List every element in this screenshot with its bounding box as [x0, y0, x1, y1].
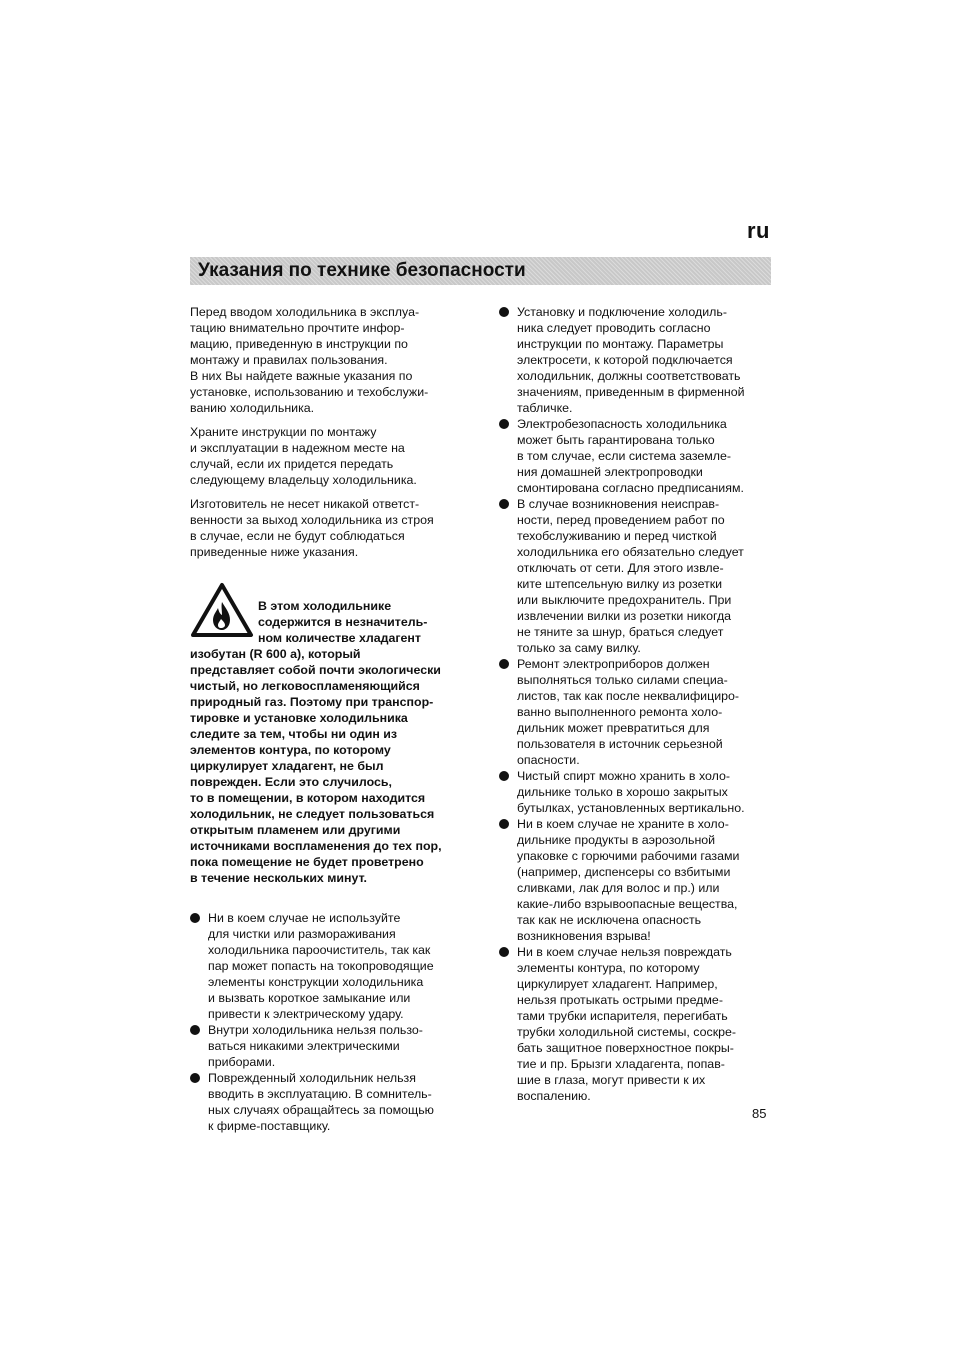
list-item: Поврежденный холодильник нельзя вводить в эксплуатацию. В сомнитель- ных случаях обращайтесь за помощью к фирме-поставщику.	[190, 1070, 465, 1134]
list-item: В случае возникновения неисправ- ности, перед проведением работ по техобслуживанию и перед чисткой холодильника его обязательно следует отключать от сети. Для этого извле- ките штепсельную вилку из розетки или выключите предохранитель. При извлечении вилки из розетки никогда не тяните за шнур, браться следует только за саму вилку.	[499, 496, 774, 656]
right-column	[499, 304, 774, 1104]
page-number: 85	[752, 1106, 767, 1121]
list-item: Электробезопасность холодильника может быть гарантирована только в том случае, если система заземле- ния домашней электропроводки смонтирована согласно предписаниям.	[499, 416, 774, 496]
page-title: Указания по технике безопасности	[198, 260, 526, 281]
intro-paragraph: Перед вводом холодильника в эксплуа- тацию внимательно прочтите инфор- мацию, приведенную в инструкции по монтажу и правилах пользования.	[190, 305, 420, 367]
list-item: Внутри холодильника нельзя пользо- ваться никакими электрическими приборами.	[190, 1022, 465, 1070]
list-item: Чистый спирт можно хранить в холо- дильнике только в хорошо закрытых бутылках, установленных вертикально.	[499, 768, 774, 816]
bullet-dot-icon	[499, 419, 509, 429]
bullet-dot-icon	[499, 947, 509, 957]
right-bullet-list	[499, 304, 774, 1104]
list-item: Ни в коем случае не используйте для чистки или размораживания холодильника пароочиститель, так как пар может попасть на токопроводящие элементы конструкции холодильника и вызвать короткое замыкание или привести к электрическому удару.	[190, 910, 465, 1022]
left-bullet-list	[190, 910, 465, 1134]
bullet-dot-icon	[499, 499, 509, 509]
language-code: ru	[747, 218, 770, 243]
list-item: Ремонт электроприборов должен выполняться только силами специа- листов, так как после неквалифициро- ванно выполненного ремонта холо- дильник может превратиться для пользователя в источник серьезной опасности.	[499, 656, 774, 768]
liability-paragraph: Изготовитель не несет никакой ответст- венности за выход холодильника из строя в случае, если не будут соблюдаться приведенные ниже указания.	[190, 497, 434, 559]
list-item: Ни в коем случае не храните в холо- дильнике продукты в аэрозольной упаковке с горючими рабочими газами (например, диспенсеры со взбитыми сливками, лак для волос и пр.) или какие-либо взрывоопасные вещества, так как не исключена опасность возникновения взрыва!	[499, 816, 774, 944]
flammable-warning-icon	[190, 582, 254, 638]
bullet-dot-icon	[499, 771, 509, 781]
storage-paragraph: Храните инструкции по монтажу и эксплуатации в надежном месте на случай, если их придется передать следующему владельцу холодильника.	[190, 425, 417, 487]
section-title-bar	[190, 257, 771, 285]
list-item: Установку и подключение холодиль- ника следует проводить согласно инструкции по монтажу. Параметры электросети, к которой подключается холодильник, должны соответствовать значениям, приведенным в фирменной табличке.	[499, 304, 774, 416]
left-column	[190, 304, 465, 1134]
bullet-dot-icon	[190, 913, 200, 923]
flammable-warning	[190, 566, 465, 886]
bullet-dot-icon	[499, 307, 509, 317]
bullet-dot-icon	[190, 1073, 200, 1083]
warning-text: В этом холодильнике содержится в незначитель- ном количестве хладагент изобутан (R 600 a), который представляет собой почти экологически чистый, но легковоспламеняющийся природный газ. Поэтому при транспор- тировке и установке холодильника следите за тем, чтобы ни один из элементов контура, по которому циркулирует хладагент, не был поврежден. Если это случилось, то в помещении, в котором находится холодильник, не следует пользоваться открытым пламенем или другими источниками воспламенения до тех пор, пока помещение не будет проветрено в течение нескольких минут.	[190, 599, 442, 885]
bullet-dot-icon	[190, 1025, 200, 1035]
list-item: Ни в коем случае нельзя повреждать элементы контура, по которому циркулирует хладагент. Например, нельзя протыкать острыми предме- тами трубки испарителя, перегибать трубки холодильной системы, соскре- бать защитное поверхностное покры- тие и пр. Брызги хладагента, попав- шие в глаза, могут привести к их воспалению.	[499, 944, 774, 1104]
intro-paragraph: В них Вы найдете важные указания по установке, использованию и техобслужи- ванию холодильника.	[190, 369, 429, 415]
bullet-dot-icon	[499, 819, 509, 829]
bullet-dot-icon	[499, 659, 509, 669]
